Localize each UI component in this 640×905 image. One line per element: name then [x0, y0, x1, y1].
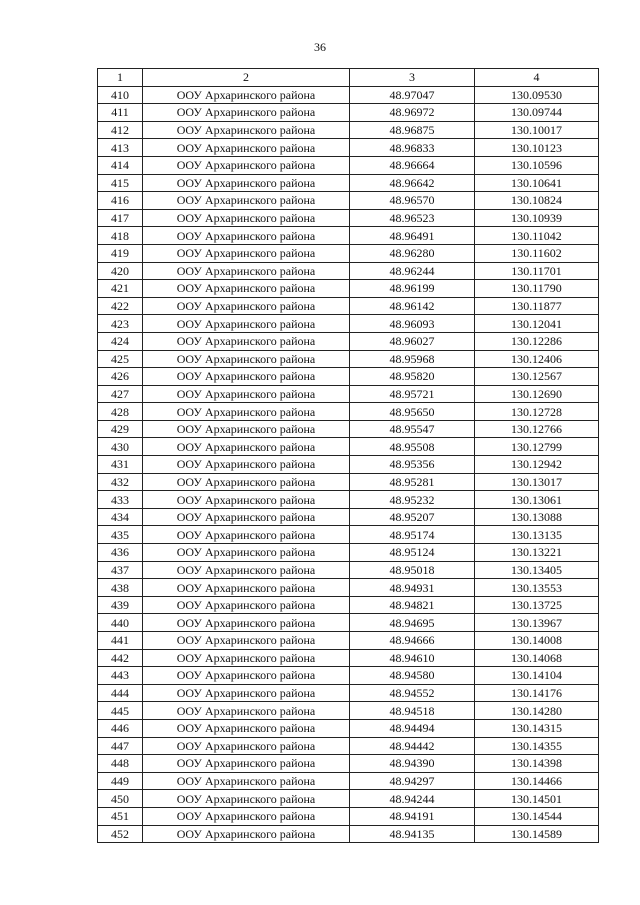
latitude-cell: 48.95018	[350, 561, 475, 579]
longitude-cell: 130.13135	[475, 526, 599, 544]
latitude-cell: 48.96491	[350, 227, 475, 245]
row-number-cell: 439	[98, 596, 143, 614]
row-number-cell: 419	[98, 244, 143, 262]
longitude-cell: 130.14589	[475, 825, 599, 843]
organization-cell: ООУ Архаринского района	[143, 368, 350, 386]
latitude-cell: 48.94390	[350, 755, 475, 773]
table-row	[98, 315, 599, 333]
row-number-cell: 429	[98, 420, 143, 438]
table-row	[98, 403, 599, 421]
table-row	[98, 456, 599, 474]
row-number-cell: 436	[98, 544, 143, 562]
row-number-cell: 449	[98, 772, 143, 790]
latitude-cell: 48.94580	[350, 667, 475, 685]
row-number-cell: 450	[98, 790, 143, 808]
organization-cell: ООУ Архаринского района	[143, 156, 350, 174]
row-number-cell: 424	[98, 332, 143, 350]
row-number-cell: 451	[98, 807, 143, 825]
row-number-cell: 413	[98, 139, 143, 157]
row-number-cell: 443	[98, 667, 143, 685]
table-row	[98, 368, 599, 386]
row-number-cell: 410	[98, 86, 143, 104]
organization-cell: ООУ Архаринского района	[143, 297, 350, 315]
longitude-cell: 130.11602	[475, 244, 599, 262]
organization-cell: ООУ Архаринского района	[143, 825, 350, 843]
organization-cell: ООУ Архаринского района	[143, 438, 350, 456]
latitude-cell: 48.95968	[350, 350, 475, 368]
organization-cell: ООУ Архаринского района	[143, 420, 350, 438]
row-number-cell: 435	[98, 526, 143, 544]
longitude-cell: 130.12942	[475, 456, 599, 474]
organization-cell: ООУ Архаринского района	[143, 121, 350, 139]
row-number-cell: 434	[98, 508, 143, 526]
longitude-cell: 130.13553	[475, 579, 599, 597]
table-row	[98, 649, 599, 667]
organization-cell: ООУ Архаринского района	[143, 719, 350, 737]
column-header-2: 2	[143, 69, 350, 87]
organization-cell: ООУ Архаринского района	[143, 385, 350, 403]
organization-cell: ООУ Архаринского района	[143, 614, 350, 632]
longitude-cell: 130.09744	[475, 104, 599, 122]
table-row	[98, 508, 599, 526]
table-row	[98, 755, 599, 773]
table-row	[98, 139, 599, 157]
table-row	[98, 561, 599, 579]
organization-cell: ООУ Архаринского района	[143, 807, 350, 825]
latitude-cell: 48.95174	[350, 526, 475, 544]
longitude-cell: 130.14104	[475, 667, 599, 685]
row-number-cell: 412	[98, 121, 143, 139]
longitude-cell: 130.12728	[475, 403, 599, 421]
latitude-cell: 48.96523	[350, 209, 475, 227]
row-number-cell: 438	[98, 579, 143, 597]
organization-cell: ООУ Архаринского района	[143, 227, 350, 245]
latitude-cell: 48.94191	[350, 807, 475, 825]
organization-cell: ООУ Архаринского района	[143, 579, 350, 597]
organization-cell: ООУ Архаринского района	[143, 632, 350, 650]
row-number-cell: 411	[98, 104, 143, 122]
row-number-cell: 418	[98, 227, 143, 245]
table-row	[98, 596, 599, 614]
table-row	[98, 719, 599, 737]
organization-cell: ООУ Архаринского района	[143, 244, 350, 262]
table-row	[98, 192, 599, 210]
latitude-cell: 48.96142	[350, 297, 475, 315]
row-number-cell: 416	[98, 192, 143, 210]
table-row	[98, 227, 599, 245]
row-number-cell: 414	[98, 156, 143, 174]
longitude-cell: 130.13725	[475, 596, 599, 614]
column-header-4: 4	[475, 69, 599, 87]
table-row	[98, 579, 599, 597]
table-row	[98, 473, 599, 491]
latitude-cell: 48.95508	[350, 438, 475, 456]
latitude-cell: 48.96280	[350, 244, 475, 262]
organization-cell: ООУ Архаринского района	[143, 192, 350, 210]
latitude-cell: 48.94931	[350, 579, 475, 597]
table-row	[98, 332, 599, 350]
organization-cell: ООУ Архаринского района	[143, 544, 350, 562]
row-number-cell: 422	[98, 297, 143, 315]
row-number-cell: 427	[98, 385, 143, 403]
latitude-cell: 48.95650	[350, 403, 475, 421]
row-number-cell: 415	[98, 174, 143, 192]
row-number-cell: 448	[98, 755, 143, 773]
row-number-cell: 420	[98, 262, 143, 280]
table-row	[98, 385, 599, 403]
organization-cell: ООУ Архаринского района	[143, 139, 350, 157]
organization-cell: ООУ Архаринского района	[143, 456, 350, 474]
longitude-cell: 130.11790	[475, 280, 599, 298]
organization-cell: ООУ Архаринского района	[143, 508, 350, 526]
organization-cell: ООУ Архаринского района	[143, 772, 350, 790]
organization-cell: ООУ Архаринского района	[143, 262, 350, 280]
row-number-cell: 437	[98, 561, 143, 579]
longitude-cell: 130.10824	[475, 192, 599, 210]
table-body	[98, 86, 599, 843]
latitude-cell: 48.94135	[350, 825, 475, 843]
table-row	[98, 614, 599, 632]
row-number-cell: 444	[98, 684, 143, 702]
organization-cell: ООУ Архаринского района	[143, 350, 350, 368]
organization-cell: ООУ Архаринского района	[143, 332, 350, 350]
table-row	[98, 209, 599, 227]
row-number-cell: 423	[98, 315, 143, 333]
latitude-cell: 48.94610	[350, 649, 475, 667]
longitude-cell: 130.14315	[475, 719, 599, 737]
row-number-cell: 421	[98, 280, 143, 298]
organization-cell: ООУ Архаринского района	[143, 403, 350, 421]
latitude-cell: 48.95721	[350, 385, 475, 403]
latitude-cell: 48.96833	[350, 139, 475, 157]
longitude-cell: 130.14355	[475, 737, 599, 755]
table-row	[98, 156, 599, 174]
latitude-cell: 48.96570	[350, 192, 475, 210]
row-number-cell: 428	[98, 403, 143, 421]
latitude-cell: 48.95356	[350, 456, 475, 474]
row-number-cell: 445	[98, 702, 143, 720]
longitude-cell: 130.13221	[475, 544, 599, 562]
table-row	[98, 420, 599, 438]
organization-cell: ООУ Архаринского района	[143, 596, 350, 614]
table-row	[98, 684, 599, 702]
latitude-cell: 48.94244	[350, 790, 475, 808]
organization-cell: ООУ Архаринского района	[143, 667, 350, 685]
longitude-cell: 130.10017	[475, 121, 599, 139]
longitude-cell: 130.12799	[475, 438, 599, 456]
longitude-cell: 130.10596	[475, 156, 599, 174]
row-number-cell: 430	[98, 438, 143, 456]
organization-cell: ООУ Архаринского района	[143, 790, 350, 808]
table-row	[98, 807, 599, 825]
longitude-cell: 130.14501	[475, 790, 599, 808]
column-header-1: 1	[98, 69, 143, 87]
latitude-cell: 48.96244	[350, 262, 475, 280]
latitude-cell: 48.96972	[350, 104, 475, 122]
row-number-cell: 426	[98, 368, 143, 386]
longitude-cell: 130.11701	[475, 262, 599, 280]
longitude-cell: 130.11042	[475, 227, 599, 245]
longitude-cell: 130.14280	[475, 702, 599, 720]
longitude-cell: 130.09530	[475, 86, 599, 104]
table-row	[98, 174, 599, 192]
table-row	[98, 350, 599, 368]
organization-cell: ООУ Архаринского района	[143, 473, 350, 491]
longitude-cell: 130.12690	[475, 385, 599, 403]
row-number-cell: 452	[98, 825, 143, 843]
table-row	[98, 737, 599, 755]
longitude-cell: 130.12406	[475, 350, 599, 368]
row-number-cell: 446	[98, 719, 143, 737]
latitude-cell: 48.96093	[350, 315, 475, 333]
latitude-cell: 48.97047	[350, 86, 475, 104]
longitude-cell: 130.13405	[475, 561, 599, 579]
table-row	[98, 438, 599, 456]
table-row	[98, 121, 599, 139]
latitude-cell: 48.96199	[350, 280, 475, 298]
table-row	[98, 104, 599, 122]
longitude-cell: 130.12041	[475, 315, 599, 333]
table-row	[98, 280, 599, 298]
table-row	[98, 825, 599, 843]
latitude-cell: 48.95232	[350, 491, 475, 509]
latitude-cell: 48.95820	[350, 368, 475, 386]
organization-cell: ООУ Архаринского района	[143, 649, 350, 667]
table-row	[98, 632, 599, 650]
organization-cell: ООУ Архаринского района	[143, 174, 350, 192]
latitude-cell: 48.94297	[350, 772, 475, 790]
latitude-cell: 48.95124	[350, 544, 475, 562]
row-number-cell: 442	[98, 649, 143, 667]
table-row	[98, 86, 599, 104]
longitude-cell: 130.10123	[475, 139, 599, 157]
longitude-cell: 130.12567	[475, 368, 599, 386]
organization-cell: ООУ Архаринского района	[143, 737, 350, 755]
organization-cell: ООУ Архаринского района	[143, 684, 350, 702]
longitude-cell: 130.13088	[475, 508, 599, 526]
latitude-cell: 48.94494	[350, 719, 475, 737]
latitude-cell: 48.94666	[350, 632, 475, 650]
longitude-cell: 130.14176	[475, 684, 599, 702]
latitude-cell: 48.94518	[350, 702, 475, 720]
table-row	[98, 262, 599, 280]
table-row	[98, 667, 599, 685]
table-header-row	[98, 69, 599, 87]
row-number-cell: 431	[98, 456, 143, 474]
longitude-cell: 130.13061	[475, 491, 599, 509]
table-row	[98, 297, 599, 315]
page-number: 36	[314, 40, 326, 54]
table-row	[98, 526, 599, 544]
longitude-cell: 130.13017	[475, 473, 599, 491]
row-number-cell: 417	[98, 209, 143, 227]
longitude-cell: 130.10939	[475, 209, 599, 227]
longitude-cell: 130.14398	[475, 755, 599, 773]
latitude-cell: 48.94695	[350, 614, 475, 632]
longitude-cell: 130.12286	[475, 332, 599, 350]
latitude-cell: 48.96642	[350, 174, 475, 192]
organization-cell: ООУ Архаринского района	[143, 315, 350, 333]
latitude-cell: 48.94821	[350, 596, 475, 614]
organization-cell: ООУ Архаринского района	[143, 526, 350, 544]
row-number-cell: 433	[98, 491, 143, 509]
latitude-cell: 48.96875	[350, 121, 475, 139]
table-row	[98, 790, 599, 808]
organization-cell: ООУ Архаринского района	[143, 280, 350, 298]
row-number-cell: 441	[98, 632, 143, 650]
latitude-cell: 48.95281	[350, 473, 475, 491]
organization-cell: ООУ Архаринского района	[143, 86, 350, 104]
latitude-cell: 48.94552	[350, 684, 475, 702]
table-row	[98, 544, 599, 562]
table-row	[98, 244, 599, 262]
organization-cell: ООУ Архаринского района	[143, 702, 350, 720]
row-number-cell: 440	[98, 614, 143, 632]
latitude-cell: 48.94442	[350, 737, 475, 755]
table-row	[98, 772, 599, 790]
row-number-cell: 425	[98, 350, 143, 368]
latitude-cell: 48.95547	[350, 420, 475, 438]
longitude-cell: 130.14466	[475, 772, 599, 790]
table-row	[98, 702, 599, 720]
organization-cell: ООУ Архаринского района	[143, 755, 350, 773]
latitude-cell: 48.96664	[350, 156, 475, 174]
row-number-cell: 447	[98, 737, 143, 755]
organization-cell: ООУ Архаринского района	[143, 104, 350, 122]
coordinates-table	[97, 68, 599, 843]
longitude-cell: 130.11877	[475, 297, 599, 315]
longitude-cell: 130.14008	[475, 632, 599, 650]
longitude-cell: 130.14544	[475, 807, 599, 825]
longitude-cell: 130.10641	[475, 174, 599, 192]
latitude-cell: 48.95207	[350, 508, 475, 526]
row-number-cell: 432	[98, 473, 143, 491]
longitude-cell: 130.13967	[475, 614, 599, 632]
table-row	[98, 491, 599, 509]
longitude-cell: 130.12766	[475, 420, 599, 438]
latitude-cell: 48.96027	[350, 332, 475, 350]
organization-cell: ООУ Архаринского района	[143, 491, 350, 509]
longitude-cell: 130.14068	[475, 649, 599, 667]
organization-cell: ООУ Архаринского района	[143, 561, 350, 579]
column-header-3: 3	[350, 69, 475, 87]
organization-cell: ООУ Архаринского района	[143, 209, 350, 227]
